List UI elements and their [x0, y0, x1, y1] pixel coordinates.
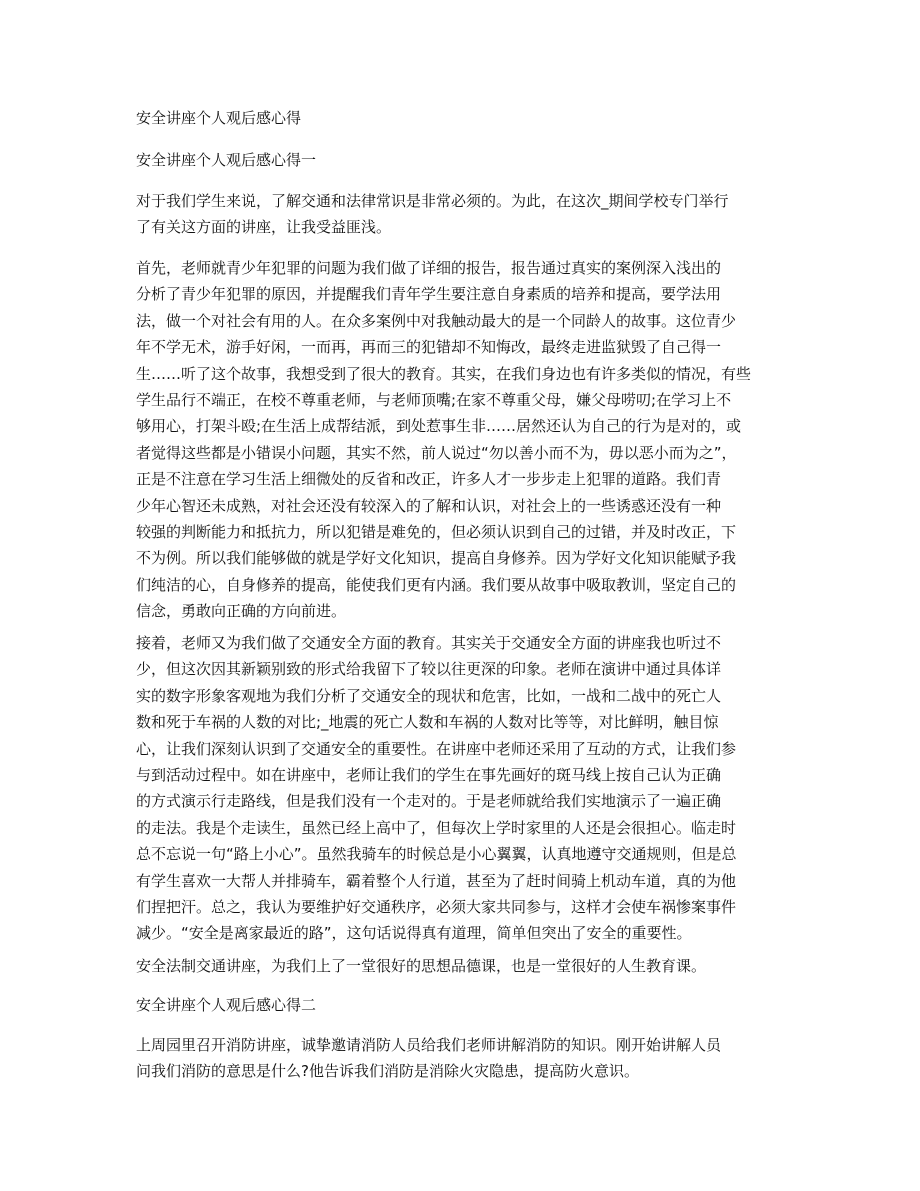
text-line: 上周园里召开消防讲座，诚挚邀请消防人员给我们老师讲解消防的知识。刚开始讲解人员 — [136, 1036, 722, 1054]
text-line: 分析了青少年犯罪的原因，并提醒我们青年学生要注意自身素质的培养和提高，要学法用 — [136, 285, 722, 304]
text-line: 者觉得这些都是小错误小问题，其实不然，前人说过“勿以善小而不为，毋以恶小而为之”， — [136, 443, 737, 462]
text-line: 法，做一个对社会有用的人。在众多案例中对我触动最大的是一个同龄人的故事。这位青少 — [136, 311, 737, 330]
text-line: 够用心，打架斗殴;在生活上成帮结派，到处惹事生非……居然还认为自己的行为是对的，或 — [136, 417, 742, 436]
text-line: 减少。“安全是离家最近的路”，这句话说得真有道理，简单但突出了安全的重要性。 — [136, 924, 692, 943]
paragraph-3 — [136, 630, 788, 947]
text-line: 的走法。我是个走读生，虽然已经上高中了，但每次上学时家里的人还是会很担心。临走时 — [136, 818, 737, 837]
text-line: 首先，老师就青少年犯罪的问题为我们做了详细的报告，报告通过真实的案例深入浅出的 — [136, 259, 722, 277]
text-line: 信念，勇敢向正确的方向前进。 — [136, 602, 347, 621]
section-1-title: 安全讲座个人观后感心得一 — [136, 151, 317, 169]
text-line: 对于我们学生来说，了解交通和法律常识是非常必须的。为此，在这次_期间学校专门举行 — [136, 192, 729, 210]
document-title: 安全讲座个人观后感心得 — [136, 109, 302, 127]
text-line: 少，但这次因其新颖别致的形式给我留下了较以往更深的印象。老师在演讲中通过具体详 — [136, 660, 722, 679]
text-line: 们捏把汗。总之，我认为要维护好交通秩序，必须大家共同参与，这样才会使车祸惨案事件 — [136, 897, 737, 916]
text-line: 有学生喜欢一大帮人并排骑车，霸着整个人行道，甚至为了赶时间骑上机动车道，真的为他 — [136, 871, 737, 890]
text-line: 问我们消防的意思是什么?他告诉我们消防是消除火灾隐患，提高防火意识。 — [136, 1062, 639, 1081]
text-line: 数和死于车祸的人数的对比;_地震的死亡人数和车祸的人数对比等等，对比鲜明，触目惊 — [136, 713, 719, 732]
text-line: 安全法制交通讲座，为我们上了一堂很好的思想品德课，也是一堂很好的人生教育课。 — [136, 957, 707, 975]
text-line: 了有关这方面的讲座，让我受益匪浅。 — [136, 218, 392, 237]
text-line: 总不忘说一句“路上小心”。虽然我骑车的时候总是小心翼翼，认真地遵守交通规则，但是总 — [136, 845, 737, 864]
section-2-title: 安全讲座个人观后感心得二 — [136, 996, 317, 1014]
text-line: 们纯洁的心，自身修养的提高，能使我们更有内涵。我们要从故事中吸取教训，坚定自己的 — [136, 575, 737, 594]
text-line: 生……听了这个故事，我想受到了很大的教育。其实，在我们身边也有许多类似的情况，有些 — [136, 364, 752, 383]
text-line: 的方式演示行走路线，但是我们没有一个走对的。于是老师就给我们实地演示了一遍正确 — [136, 792, 722, 811]
paragraph-5 — [136, 1032, 788, 1085]
text-line: 心，让我们深刻认识到了交通安全的重要性。在讲座中老师还采用了互动的方式，让我们参 — [136, 739, 737, 758]
paragraph-1 — [136, 188, 788, 241]
text-line: 正是不注意在学习生活上细微处的反省和改正，许多人才一步步走上犯罪的道路。我们青 — [136, 470, 722, 489]
paragraph-2 — [136, 255, 788, 624]
text-line: 接着，老师又为我们做了交通安全方面的教育。其实关于交通安全方面的讲座我也听过不 — [136, 634, 722, 652]
text-line: 实的数字形象客观地为我们分析了交通安全的现状和危害，比如，一战和二战中的死亡人 — [136, 686, 722, 705]
text-line: 学生品行不端正，在校不尊重老师，与老师顶嘴;在家不尊重父母，嫌父母唠叨;在学习上不 — [136, 390, 732, 409]
text-line: 较强的判断能力和抵抗力，所以犯错是难免的，但必须认识到自己的过错，并及时改正，下 — [136, 522, 737, 541]
text-line: 少年心智还未成熟，对社会还没有较深入的了解和认识，对社会上的一些诱惑还没有一种 — [136, 496, 722, 515]
text-line: 与到活动过程中。如在讲座中，老师让我们的学生在事先画好的斑马线上按自己认为正确 — [136, 765, 722, 784]
paragraph-4 — [136, 953, 788, 979]
text-line: 年不学无术，游手好闲，一而再，再而三的犯错却不知悔改，最终走进监狱毁了自己得一 — [136, 338, 722, 357]
text-line: 不为例。所以我们能够做的就是学好文化知识，提高自身修养。因为学好文化知识能赋予我 — [136, 549, 737, 568]
